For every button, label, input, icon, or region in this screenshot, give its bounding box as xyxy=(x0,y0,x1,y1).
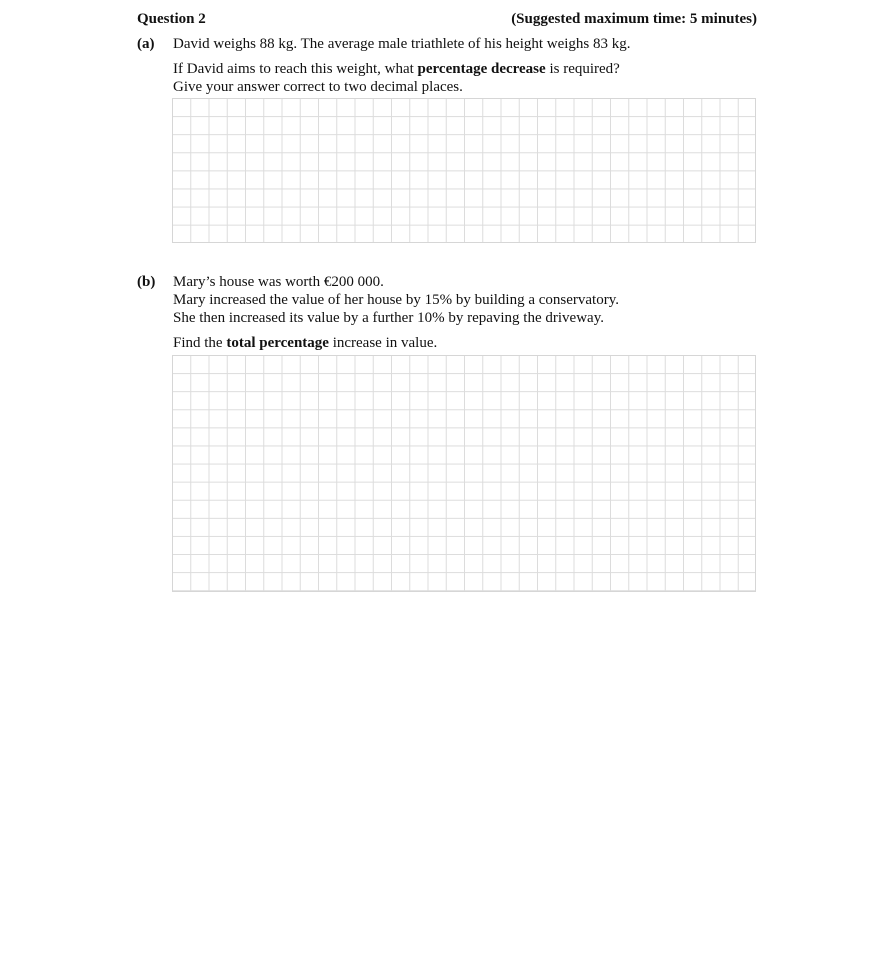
part-b-line4-pre: Find the xyxy=(173,335,227,351)
suggested-time: (Suggested maximum time: 5 minutes) xyxy=(511,11,757,27)
part-a-line1: David weighs 88 kg. The average male triathlete of his height weighs 83 kg. xyxy=(173,36,631,52)
part-a-line2-post: is required? xyxy=(545,61,620,77)
part-b-line4-post: increase in value. xyxy=(328,335,438,351)
part-a-label: (a) xyxy=(137,36,155,52)
answer-grid-b[interactable] xyxy=(172,355,756,592)
part-b-line2: Mary increased the value of her house by 15% by building a conservatory. xyxy=(173,292,619,308)
part-b-line3: She then increased its value by a further 10% by repaving the driveway. xyxy=(173,310,604,326)
part-b-line4-bold: total percentage xyxy=(226,335,329,351)
part-a-line2-bold: percentage decrease xyxy=(417,61,546,77)
part-b-line4 xyxy=(173,334,437,352)
answer-grid-a[interactable] xyxy=(172,98,756,243)
part-a-line2-pre: If David aims to reach this weight, what xyxy=(173,61,418,77)
question-title: Question 2 xyxy=(137,11,206,27)
part-b-label: (b) xyxy=(137,274,156,290)
part-b-line1: Mary’s house was worth €200 000. xyxy=(173,274,384,290)
part-a-line3: Give your answer correct to two decimal places. xyxy=(173,79,463,95)
part-a-line2 xyxy=(173,60,620,78)
